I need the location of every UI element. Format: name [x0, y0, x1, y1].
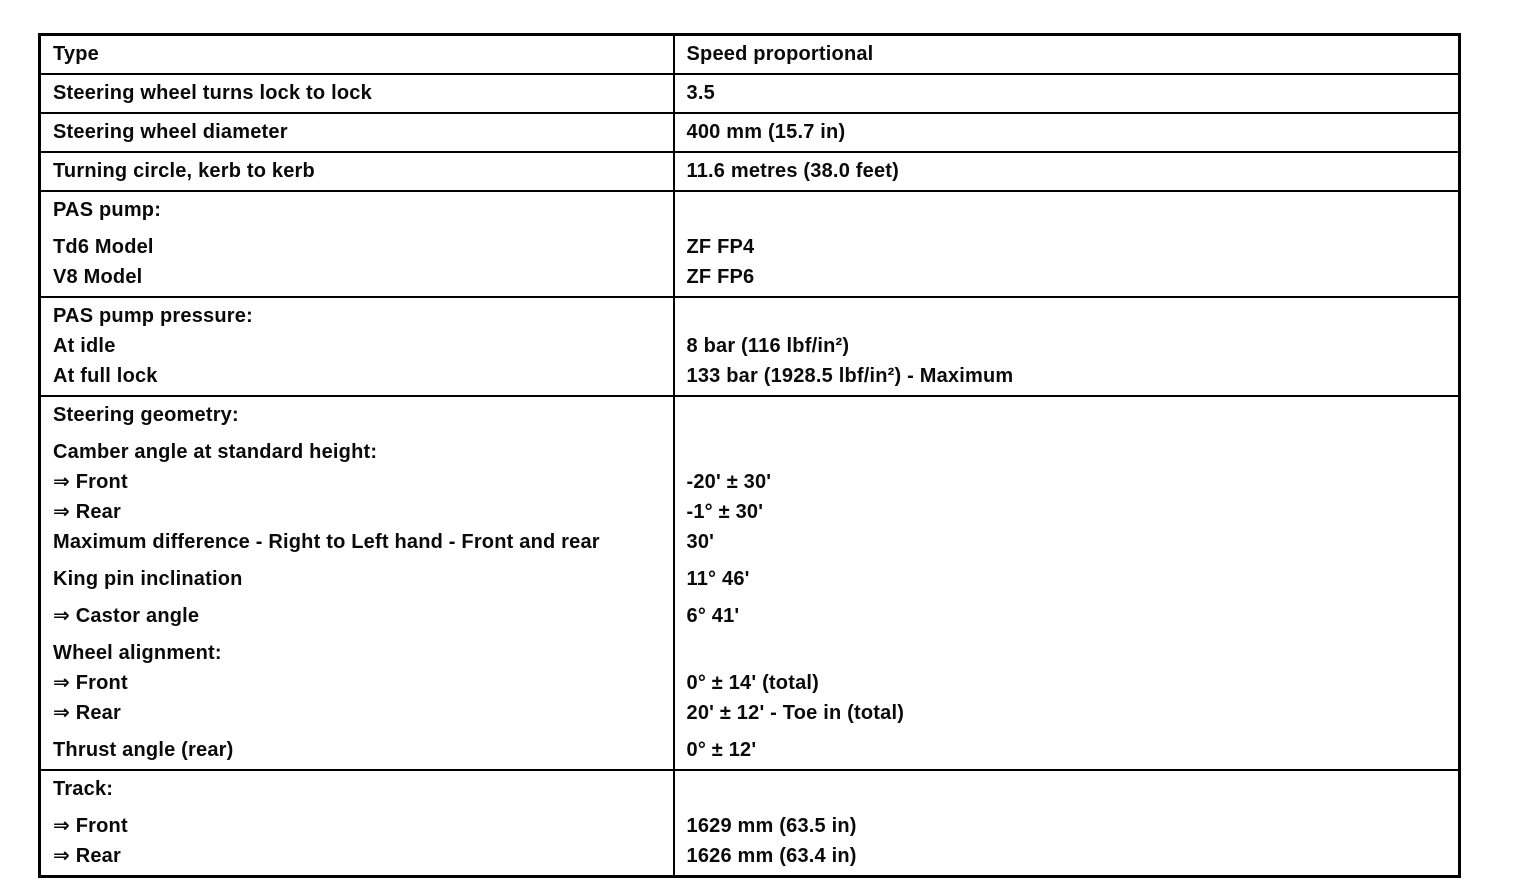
spec-label-line: PAS pump:: [53, 199, 162, 221]
spec-label-line: Td6 Model: [53, 236, 154, 258]
spec-value-line: 133 bar (1928.5 lbf/in²) - Maximum: [686, 365, 1014, 387]
spec-value-cell: [674, 297, 1460, 396]
spec-value-line: [687, 638, 1449, 668]
table-row: [40, 396, 1460, 770]
spec-value-line: 11.6 metres (38.0 feet): [686, 160, 900, 182]
spec-label-line: Track:: [53, 778, 114, 800]
spec-value-line: -20' ± 30': [686, 471, 772, 493]
spec-value-cell: [674, 191, 1460, 297]
spec-value-line: [687, 400, 1449, 430]
spec-value-line: -1° ± 30': [686, 501, 764, 523]
spec-label-cell: [40, 396, 674, 770]
spec-label-line: Steering geometry:: [53, 404, 239, 426]
spec-label-line: Steering wheel turns lock to lock: [53, 82, 372, 104]
spec-value-line: 11° 46': [686, 568, 750, 590]
spec-label-line: ⇒ Front: [53, 672, 128, 694]
spec-label-cell: [40, 35, 674, 75]
spec-label-cell: [40, 152, 674, 191]
spec-label-line: ⇒ Castor angle: [53, 605, 200, 627]
spec-value-line: 1626 mm (63.4 in): [686, 845, 857, 867]
spec-label-line: Type: [53, 43, 99, 65]
spec-value-line: 0° ± 14' (total): [686, 672, 820, 694]
spec-label-line: Thrust angle (rear): [53, 739, 234, 761]
spec-value-cell: [674, 74, 1460, 113]
spec-label-line: Camber angle at standard height:: [53, 441, 378, 463]
spec-value-line: 1629 mm (63.5 in): [686, 815, 857, 837]
spec-value-cell: [674, 770, 1460, 877]
spec-label-line: ⇒ Rear: [53, 501, 121, 523]
spec-value-line: ZF FP6: [686, 266, 755, 288]
spec-label-line: Maximum difference - Right to Left hand - Front and rear: [53, 531, 600, 553]
spec-value-cell: [674, 396, 1460, 770]
spec-value-line: Speed proportional: [686, 43, 874, 65]
table-row: [40, 113, 1460, 152]
spec-value-line: 400 mm (15.7 in): [686, 121, 846, 143]
spec-label-line: ⇒ Front: [53, 471, 128, 493]
spec-value-cell: [674, 152, 1460, 191]
table-row: [40, 74, 1460, 113]
spec-label-line: PAS pump pressure:: [53, 305, 253, 327]
spec-value-line: ZF FP4: [686, 236, 755, 258]
spec-table-body: [40, 35, 1460, 877]
spec-label-line: ⇒ Rear: [53, 845, 121, 867]
spec-label-line: Turning circle, kerb to kerb: [53, 160, 315, 182]
spec-label-cell: [40, 113, 674, 152]
spec-value-line: [687, 437, 1449, 467]
table-row: [40, 770, 1460, 877]
table-row: [40, 191, 1460, 297]
spec-value-line: [687, 301, 1449, 331]
spec-label-cell: [40, 191, 674, 297]
spec-label-cell: [40, 297, 674, 396]
spec-label-line: ⇒ Front: [53, 815, 128, 837]
spec-value-line: [687, 195, 1449, 225]
spec-label-line: Steering wheel diameter: [53, 121, 288, 143]
spec-value-line: 6° 41': [686, 605, 740, 627]
spec-label-cell: [40, 770, 674, 877]
spec-value-line: 20' ± 12' - Toe in (total): [686, 702, 905, 724]
spec-label-line: King pin inclination: [53, 568, 243, 590]
spec-label-line: Wheel alignment:: [53, 642, 222, 664]
spec-value-line: [687, 774, 1449, 804]
spec-value-line: 0° ± 12': [686, 739, 757, 761]
spec-label-cell: [40, 74, 674, 113]
table-row: [40, 35, 1460, 75]
spec-label-line: At full lock: [53, 365, 158, 387]
table-row: [40, 297, 1460, 396]
steering-spec-table: [38, 33, 1461, 878]
spec-label-line: ⇒ Rear: [53, 702, 121, 724]
spec-label-line: V8 Model: [53, 266, 143, 288]
spec-value-line: 30': [686, 531, 715, 553]
table-row: [40, 152, 1460, 191]
spec-value-line: 8 bar (116 lbf/in²): [686, 335, 850, 357]
spec-label-line: At idle: [53, 335, 116, 357]
spec-value-line: 3.5: [686, 82, 715, 104]
spec-value-cell: [674, 35, 1460, 75]
spec-value-cell: [674, 113, 1460, 152]
